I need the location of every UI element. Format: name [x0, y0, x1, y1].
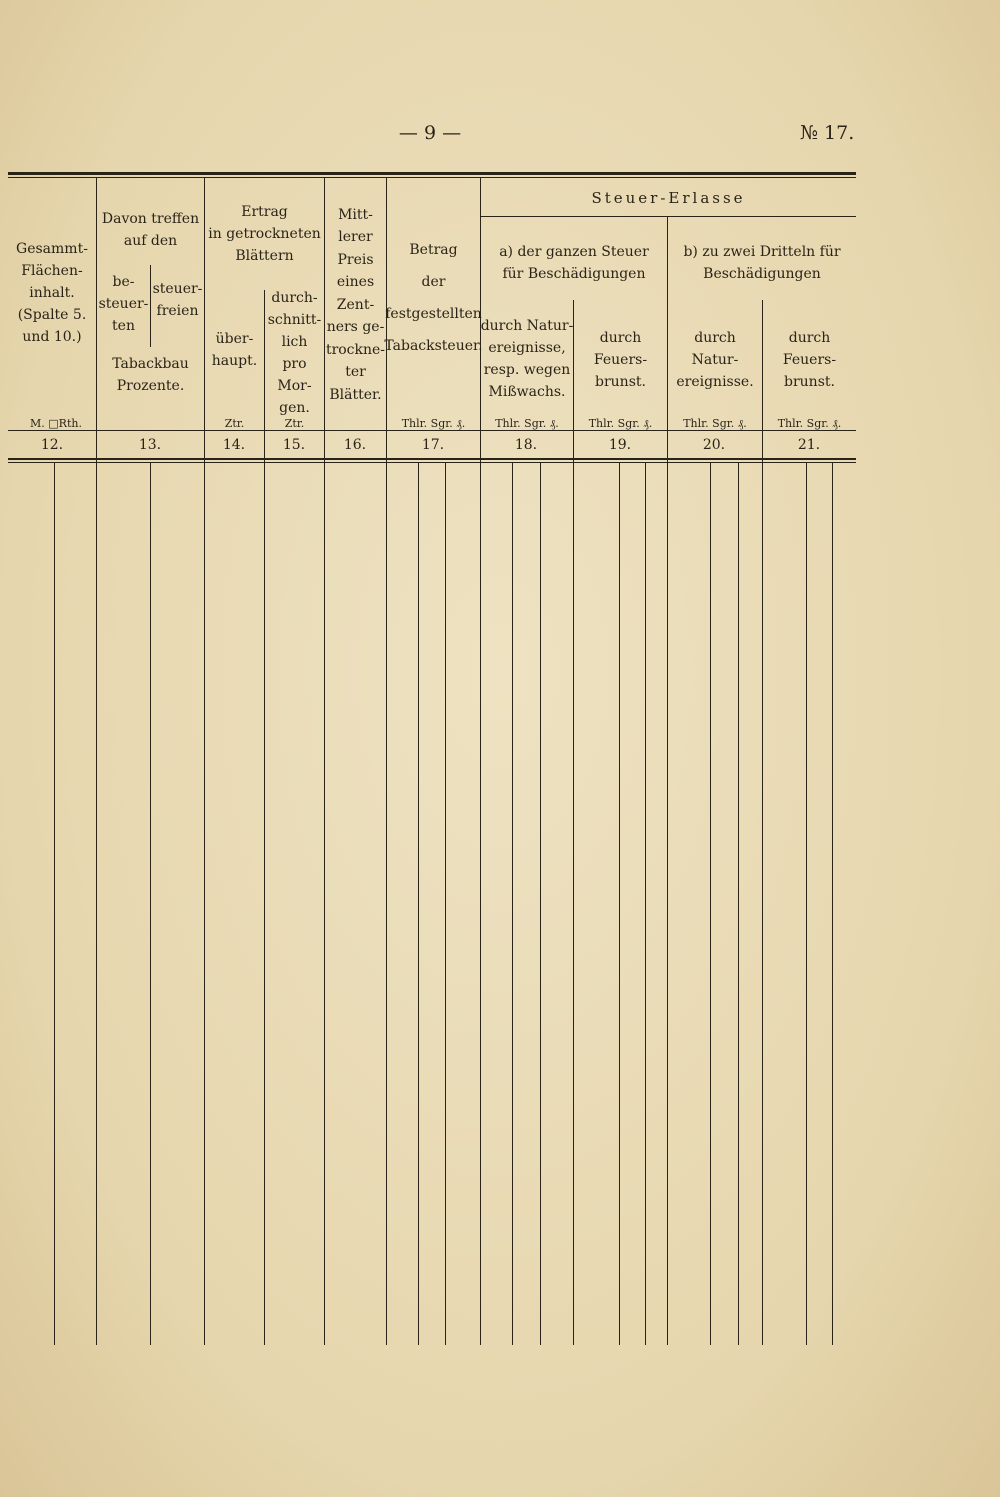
column-number-16: 16. — [343, 437, 367, 453]
col20-unit: Thlr. Sgr. ₰. — [683, 417, 747, 430]
col12-header: Gesammt- Flächen- inhalt. (Spalte 5. und 10.) — [16, 240, 88, 345]
subrule-17a — [418, 462, 419, 1345]
col15-unit: Ztr. — [284, 417, 305, 430]
vrule-col13-body — [150, 462, 151, 1345]
col18-unit: Thlr. Sgr. ₰. — [495, 417, 559, 430]
vrule-col20-21 — [762, 300, 763, 1345]
col12-unit: M. □Rth. — [30, 417, 82, 430]
subrule-21b — [832, 462, 833, 1345]
column-number-15: 15. — [282, 437, 306, 453]
col17-header: Betrag der festgestellten Tabacksteuer. — [384, 241, 483, 354]
header-bottom-rule — [8, 430, 856, 431]
vrule-col18-19 — [573, 300, 574, 1345]
steuer-erlasse-header: Steuer-Erlasse — [591, 189, 746, 207]
form-number: № 17. — [800, 122, 855, 144]
column-number-14: 14. — [222, 437, 246, 453]
col21-header: durch Feuers- brunst. — [782, 330, 837, 390]
subrule-20b — [738, 462, 739, 1345]
col14-15-top-header: Ertrag in getrockneten Blättern — [208, 204, 321, 264]
steuer-erlasse-rule — [480, 216, 856, 217]
col14-header: über- haupt. — [211, 331, 258, 369]
col13-top-header: Davon treffen auf den — [101, 211, 200, 249]
col18-header: durch Natur- ereignisse, resp. wegen Mißwachs. — [480, 318, 574, 400]
column-number-17: 17. — [421, 437, 445, 453]
col13-taxfree-header: steuer- freien — [152, 281, 203, 319]
col13-bottom-header: Tabackbau Prozente. — [112, 356, 189, 394]
col19-header: durch Feuers- brunst. — [593, 330, 648, 390]
subrule-17b — [445, 462, 446, 1345]
page-number: — 9 — — [398, 122, 462, 144]
subrule-19b — [645, 462, 646, 1345]
col16-header: Mitt- lerer Preis eines Zent- ners ge- trockne- ter Blätter. — [325, 206, 386, 403]
subrule-20a — [710, 462, 711, 1345]
column-number-13: 13. — [138, 437, 162, 453]
column-number-21: 21. — [797, 437, 821, 453]
col15-header: durch- schnitt- lich pro Mor- gen. — [267, 290, 322, 416]
col19-unit: Thlr. Sgr. ₰. — [588, 417, 653, 430]
column-number-20: 20. — [702, 437, 726, 453]
group-a-header: a) der ganzen Steuer für Beschädigungen — [499, 244, 649, 282]
number-row-rule-thin — [8, 462, 856, 463]
subrule-18b — [540, 462, 541, 1345]
top-rule-thin — [8, 177, 856, 178]
subrule-18a — [512, 462, 513, 1345]
column-number-12: 12. — [40, 437, 64, 453]
col14-unit: Ztr. — [224, 417, 245, 430]
subrule-19a — [619, 462, 620, 1345]
col21-unit: Thlr. Sgr. ₰. — [777, 417, 842, 430]
number-row-rule — [8, 458, 856, 460]
subrule-21a — [806, 462, 807, 1345]
subrule-12 — [54, 462, 55, 1345]
top-rule — [8, 172, 856, 175]
col17-unit: Thlr. Sgr. ₰. — [401, 417, 466, 430]
col13-taxed-header: be- steuer- ten — [98, 274, 149, 334]
column-number-18: 18. — [514, 437, 538, 453]
col20-header: durch Natur- ereignisse. — [676, 330, 754, 390]
column-number-19: 19. — [608, 437, 632, 453]
group-b-header: b) zu zwei Dritteln für Beschädigungen — [683, 244, 841, 282]
